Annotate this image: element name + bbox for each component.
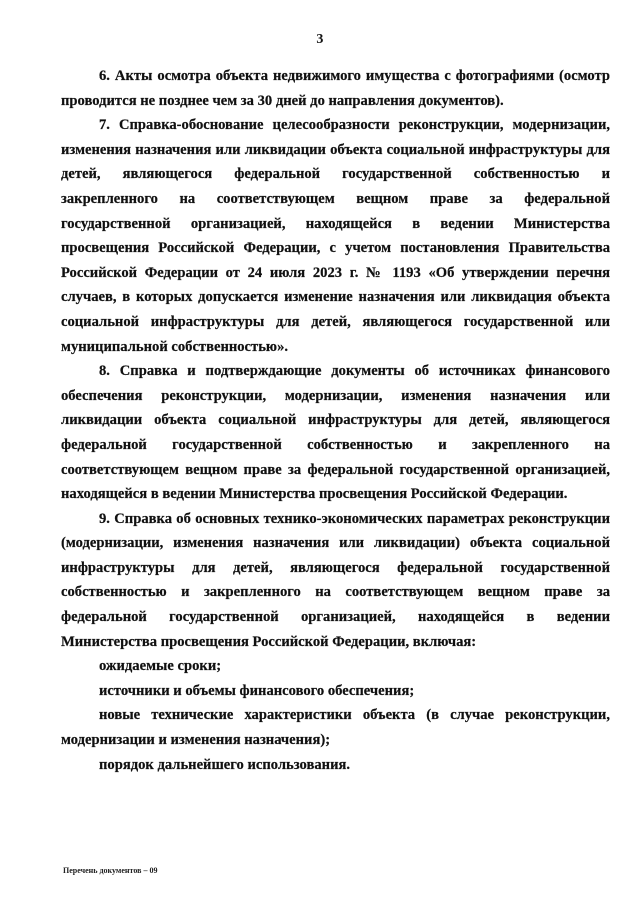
paragraph-item-6: 6. Акты осмотра объекта недвижимого имущества с фотографиями (осмотр проводится не позднее чем за 30 дней до направления документов). (61, 68, 610, 109)
list-item-further-use: порядок дальнейшего использования. (99, 756, 351, 773)
footer-code: Перечень документов – 09 (63, 866, 158, 875)
list-item-technical-characteristics: новые технические характеристики объекта (в случае реконструкции, модернизации и изменения назначения); (61, 707, 610, 749)
paragraph-item-8: 8. Справка и подтверждающие документы об источниках финансового обеспечения реконструкции, модернизации, изменения назначения или ликвидации объекта социальной инфраструктуры для детей, являющегося федеральной государственной собственностью и закрепленного на соответствующем вещном праве за федеральной государственной организацией, находящейся в ведении Министерства просвещения Российской Федерации. (61, 363, 610, 503)
page-number: 3 (316, 32, 324, 47)
list-item-expected-timeframes: ожидаемые сроки; (99, 658, 222, 675)
paragraph-item-9: 9. Справка об основных технико-экономических параметрах реконструкции (модернизации, изменения назначения или ликвидации) объекта социальной инфраструктуры для детей, являющегося федеральной государственной собственностью и закрепленного на соответствующем вещном праве за федеральной государственной организацией, находящейся в ведении Министерства просвещения Российской Федерации, включая: (61, 510, 610, 650)
list-item-funding-sources: источники и объемы финансового обеспечения; (99, 682, 415, 699)
paragraph-item-7: 7. Справка-обоснование целесообразности реконструкции, модернизации, изменения назначения или ликвидации объекта социальной инфраструктуры для детей, являющегося федеральной государственной собственностью и закрепленного на соответствующем вещном праве за федеральной государственной организацией, находящейся в ведении Министерства просвещения Российской Федерации, с учетом постановления Правительства Российской Федерации от 24 июля 2023 г. № 1193 «Об утверждении перечня случаев, в которых допускается изменение назначения или ликвидация объекта социальной инфраструктуры для детей, являющегося государственной или муниципальной собственностью». (61, 117, 610, 355)
document-body (61, 64, 610, 777)
